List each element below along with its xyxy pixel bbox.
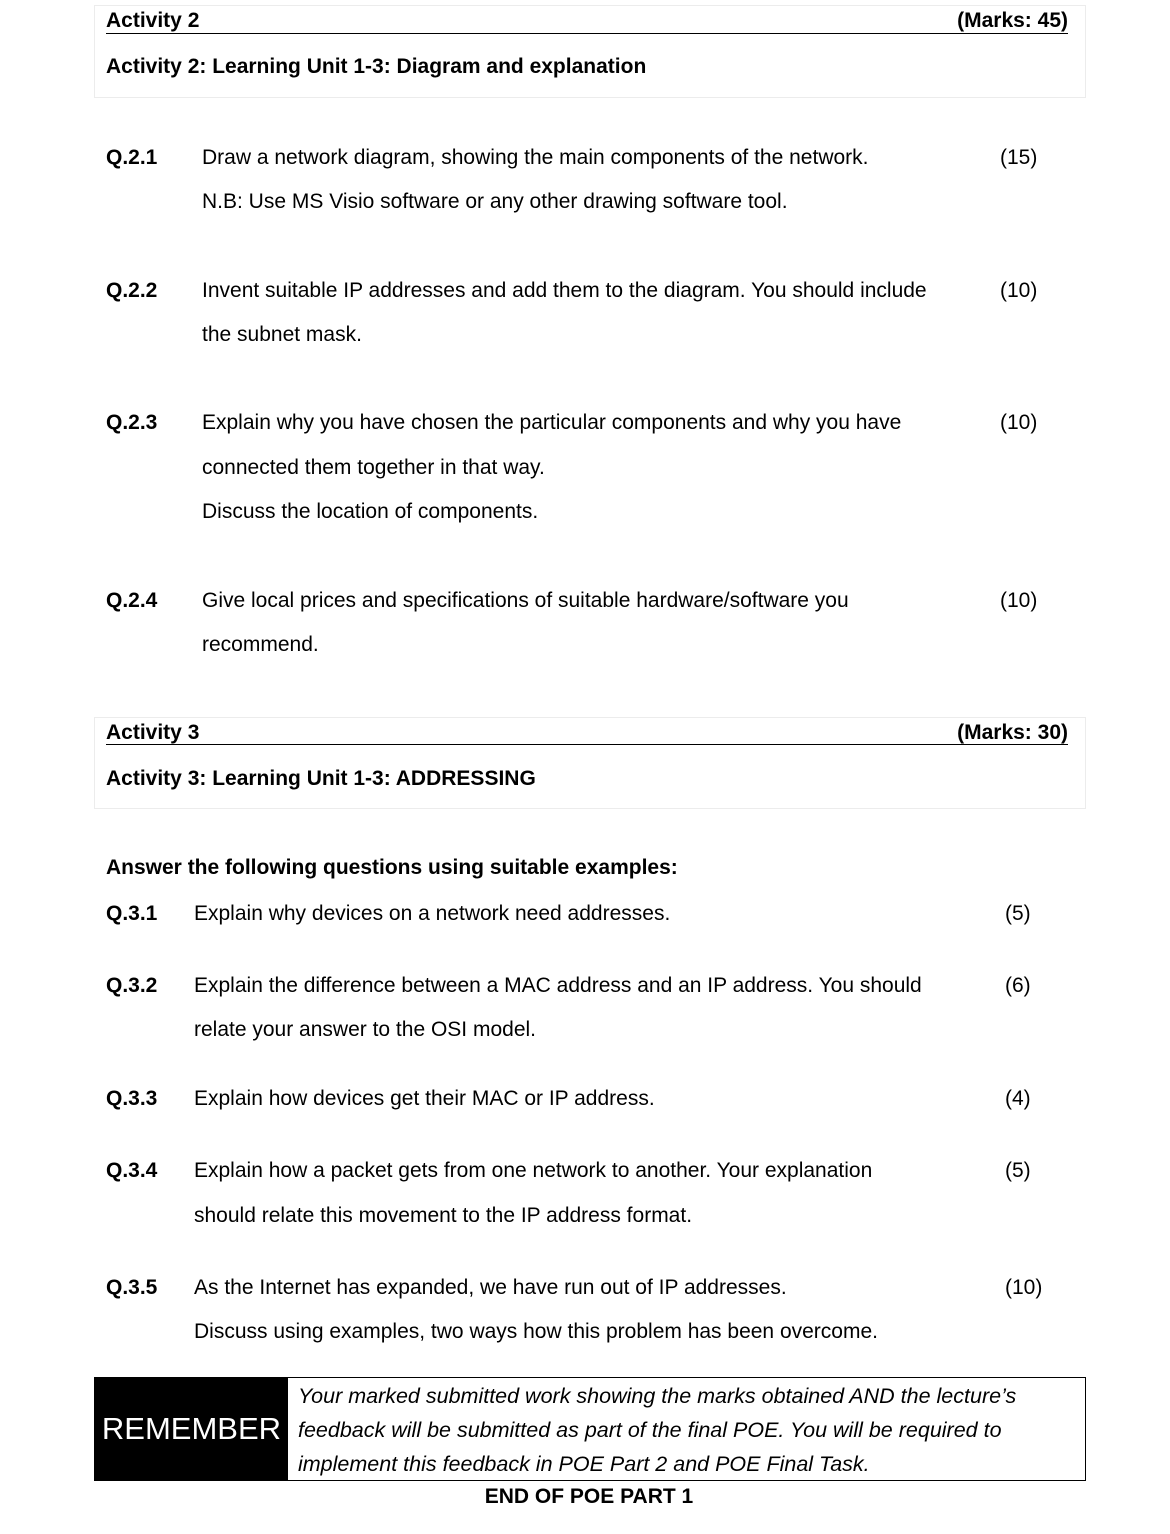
activity-3-subtitle: Activity 3: Learning Unit 1-3: ADDRESSING	[106, 767, 536, 790]
remember-line: feedback will be submitted as part of the final POE. You will be required to	[298, 1418, 1002, 1442]
question-number: Q.3.1	[106, 902, 158, 925]
question-text: Explain how a packet gets from one network to another. Your explanation	[194, 1159, 873, 1182]
question-text: Explain the difference between a MAC address and an IP address. You should	[194, 974, 922, 997]
instruction: Answer the following questions using suitable examples:	[106, 856, 678, 879]
question-marks: (6)	[1005, 974, 1031, 997]
question-number: Q.3.5	[106, 1276, 158, 1299]
activity-2-title: Activity 2	[106, 9, 200, 32]
question-text: connected them together in that way.	[202, 456, 545, 479]
activity-2-header	[94, 5, 1086, 98]
question-text: Explain why you have chosen the particular components and why you have	[202, 411, 902, 434]
activity-3-header	[94, 717, 1086, 809]
question-number: Q.2.1	[106, 146, 158, 169]
question-text: recommend.	[202, 633, 319, 656]
question-marks: (5)	[1005, 902, 1031, 925]
question-text: Give local prices and specifications of suitable hardware/software you	[202, 589, 849, 612]
question-text: N.B: Use MS Visio software or any other drawing software tool.	[202, 190, 788, 213]
remember-line: Your marked submitted work showing the marks obtained AND the lecture’s	[298, 1384, 1017, 1408]
question-marks: (10)	[1000, 589, 1038, 612]
activity-2-rule	[106, 33, 1068, 34]
question-marks: (10)	[1000, 279, 1038, 302]
activity-3-rule	[106, 744, 1068, 745]
question-text: relate your answer to the OSI model.	[194, 1018, 536, 1041]
question-text: Discuss the location of components.	[202, 500, 539, 523]
remember-text	[288, 1378, 1085, 1480]
activity-3-title: Activity 3	[106, 721, 200, 744]
question-marks: (4)	[1005, 1087, 1031, 1110]
question-number: Q.3.4	[106, 1159, 158, 1182]
question-marks: (10)	[1005, 1276, 1043, 1299]
activity-2-subtitle: Activity 2: Learning Unit 1-3: Diagram and explanation	[106, 55, 647, 78]
question-marks: (10)	[1000, 411, 1038, 434]
question-text: Explain why devices on a network need addresses.	[194, 902, 671, 925]
remember-line: implement this feedback in POE Part 2 and POE Final Task.	[298, 1452, 870, 1476]
question-text: Draw a network diagram, showing the main components of the network.	[202, 146, 869, 169]
question-marks: (5)	[1005, 1159, 1031, 1182]
question-marks: (15)	[1000, 146, 1038, 169]
activity-3-marks: (Marks: 30)	[957, 721, 1068, 744]
question-text: the subnet mask.	[202, 323, 362, 346]
question-text: Discuss using examples, two ways how this problem has been overcome.	[194, 1320, 878, 1343]
question-text: As the Internet has expanded, we have run out of IP addresses.	[194, 1276, 787, 1299]
question-text: Explain how devices get their MAC or IP address.	[194, 1087, 655, 1110]
remember-box	[94, 1377, 1086, 1481]
question-number: Q.3.3	[106, 1087, 158, 1110]
footer: END OF POE PART 1	[484, 1485, 694, 1508]
question-text: should relate this movement to the IP address format.	[194, 1204, 693, 1227]
question-number: Q.2.2	[106, 279, 158, 302]
question-number: Q.3.2	[106, 974, 158, 997]
activity-2-marks: (Marks: 45)	[957, 9, 1068, 32]
question-number: Q.2.4	[106, 589, 158, 612]
remember-label: REMEMBER	[95, 1378, 288, 1480]
question-text: Invent suitable IP addresses and add them to the diagram. You should include	[202, 279, 927, 302]
question-number: Q.2.3	[106, 411, 158, 434]
